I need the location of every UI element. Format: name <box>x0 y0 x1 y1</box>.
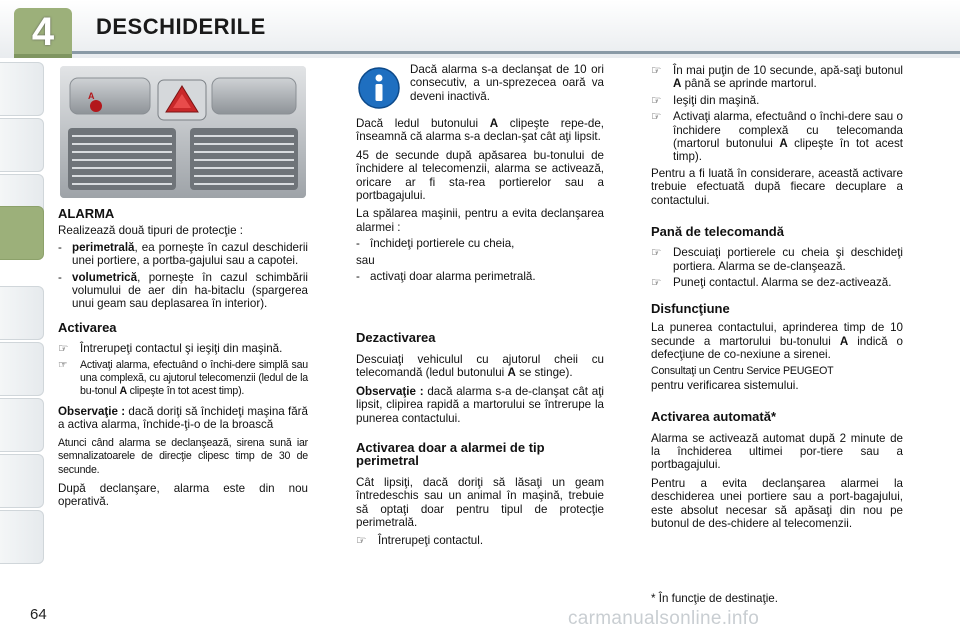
perimetral-only-text: Cât lipsiţi, dacă doriţi să lăsaţi un geam întredeschis sau un animal în maşină, trebuie să optaţi doar pentru tipul de protecţie perimetrală. <box>356 475 604 529</box>
pointing-hand-icon: ☞ <box>651 93 662 107</box>
protection-type-perimetral: - perimetrală, ea porneşte în cazul deschiderii unei portiere, a portba-gajului sau a capotei. <box>58 240 308 268</box>
protection-type-volumetric: - volumetrică, porneşte în cazul schimbării volumului de aer din ha-bitaclu (spargerea unui geam sau deplasarea în interior). <box>58 270 308 311</box>
section-title-perimetral-only: Activarea doar a alarmei de tip perimetral <box>356 439 545 469</box>
section-title-auto-activation: Activarea automată* <box>651 409 776 425</box>
chapter-tab[interactable] <box>0 62 44 116</box>
chapter-tab[interactable] <box>0 118 44 172</box>
car-wash-option-1: - închideţi portierele cu cheia, <box>356 237 515 251</box>
section-title-deactivation: Dezactivarea <box>356 330 436 346</box>
after-trigger-text: După declanşare, alarma este din nou operativă. <box>58 481 308 509</box>
right-column <box>651 64 903 535</box>
info-icon <box>358 67 400 109</box>
dashboard-illustration <box>60 66 306 198</box>
footnote: * În funcţie de destinaţie. <box>651 592 778 605</box>
activation-step-2: ☞ Activaţi alarma, efectuând o închi-dere simplă sau una complexă, cu ajutorul telecomenzii (ledul de la bu-tonul A clipeşte în tot acest timp). <box>58 358 308 398</box>
car-wash-option-2: - activaţi doar alarma perimetrală. <box>356 270 536 284</box>
button-a-label: A <box>88 91 95 101</box>
chapter-tab[interactable] <box>0 286 44 340</box>
chapter-tab[interactable] <box>0 454 44 508</box>
page-title: DESCHIDERILE <box>96 14 266 39</box>
alarm-trigger-text: Atunci când alarma se declanşează, sirena sună iar semnalizatoarele de direcţie clipesc timp de 30 de secunde. <box>58 436 308 476</box>
chapter-number: 4 <box>31 10 55 54</box>
watermark: carmanualsonline.info <box>568 608 760 629</box>
chapter-tab[interactable] <box>0 510 44 564</box>
chapter-tab-active[interactable] <box>0 206 44 260</box>
pointing-hand-icon: ☞ <box>356 534 367 548</box>
led-blinking-text: Dacă ledul butonului A clipeşte repe-de, înseamnă că alarma s-a declan-şat cât aţi lipsit. <box>356 117 604 144</box>
pointing-hand-icon: ☞ <box>58 358 68 371</box>
middle-column <box>356 117 604 551</box>
deactivation-text: Descuiaţi vehiculul cu ajutorul cheii cu telecomandă (ledul butonului A se stinge). <box>356 352 604 380</box>
or-text: sau <box>356 253 375 267</box>
perimetral-step-4: ☞ Activaţi alarma, efectuând o închi-dere sau o închidere complexă cu telecomanda (martorul butonului A clipeşte în tot acest timp). <box>651 110 903 164</box>
alarm-button-led <box>90 100 102 112</box>
section-title-remote-failure: Pană de telecomandă <box>651 224 784 240</box>
perimetral-note: Pentru a fi luată în considerare, această activare trebuie efectuată după fiecare decuplare a contactului. <box>651 166 903 207</box>
service-advice: Consultaţi un Centru Service PEUGEOT pentru verificarea sistemului. <box>651 365 834 392</box>
perimetral-step-2: ☞ În mai puţin de 10 secunde, apă-saţi butonul A până se aprinde martorul. <box>651 64 903 91</box>
malfunction-text: La punerea contactului, aprinderea timp de 10 secunde a martorului bu-tonului A indică o defecţiune de co-nexiune a sirenei. <box>651 321 903 361</box>
pointing-hand-icon: ☞ <box>58 342 69 356</box>
auto-lock-text: 45 de secunde după apăsarea bu-tonului de închidere al telecomenzii, alarma se activează, oricare ar fi sta-rea portierelor sau a portbagajului. <box>356 148 604 203</box>
section-title-alarm: ALARMA <box>58 206 115 221</box>
activation-step-1: ☞ Întrerupeţi contactul şi ieşiţi din maşină. <box>58 342 283 356</box>
remote-failure-step-1: ☞ Descuiaţi portierele cu cheia şi deschideţi portiera. Alarma se de-clanşează. <box>651 246 903 273</box>
pointing-hand-icon: ☞ <box>651 276 662 290</box>
observation-note: Observaţie : dacă doriţi să închideţi maşina fără a activa alarma, închide-ţi-o de la broască <box>58 404 308 432</box>
pointing-hand-icon: ☞ <box>651 246 662 260</box>
deactivation-observation: Observaţie : dacă alarma s-a de-clanşat cât aţi lipsit, clipirea rapidă a martorului se întrerupe la punerea contactului. <box>356 384 605 425</box>
perimetral-step-3: ☞ Ieşiţi din maşină. <box>651 93 760 107</box>
info-box-text: Dacă alarma s-a declanşat de 10 ori consecutiv, a un-sprezecea oară va deveni inactivă. <box>410 63 604 103</box>
chapter-tab[interactable] <box>0 342 44 396</box>
auto-activation-avoid-text: Pentru a evita declanşarea alarmei la deschiderea unei portiere sau a port-bagajului, este absolut necesar să apăsaţi din nou pe butonul de des-chidere al telecomenzii. <box>651 476 903 530</box>
header-rule <box>40 51 960 54</box>
perimetral-step-1: ☞ Întrerupeţi contactul. <box>356 534 484 548</box>
auto-activation-text: Alarma se activează automat după 2 minute de la închiderea ultimei por-tiere sau a portbagajului. <box>651 431 903 472</box>
pointing-hand-icon: ☞ <box>651 110 662 124</box>
left-column <box>58 207 308 514</box>
chapter-tabs <box>0 62 46 582</box>
section-title-activation: Activarea <box>58 319 117 335</box>
remote-failure-step-2: ☞ Puneţi contactul. Alarma se dez-activează. <box>651 276 892 290</box>
alarm-intro: Realizează două tipuri de protecţie : <box>58 224 243 238</box>
page-number: 64 <box>30 606 47 623</box>
car-wash-text: La spălarea maşinii, pentru a evita declanşarea alarmei : <box>356 207 604 234</box>
section-title-malfunction: Disfuncţiune <box>651 300 730 316</box>
dashboard-photo <box>60 66 306 198</box>
chapter-tab[interactable] <box>0 398 44 452</box>
pointing-hand-icon: ☞ <box>651 64 662 77</box>
